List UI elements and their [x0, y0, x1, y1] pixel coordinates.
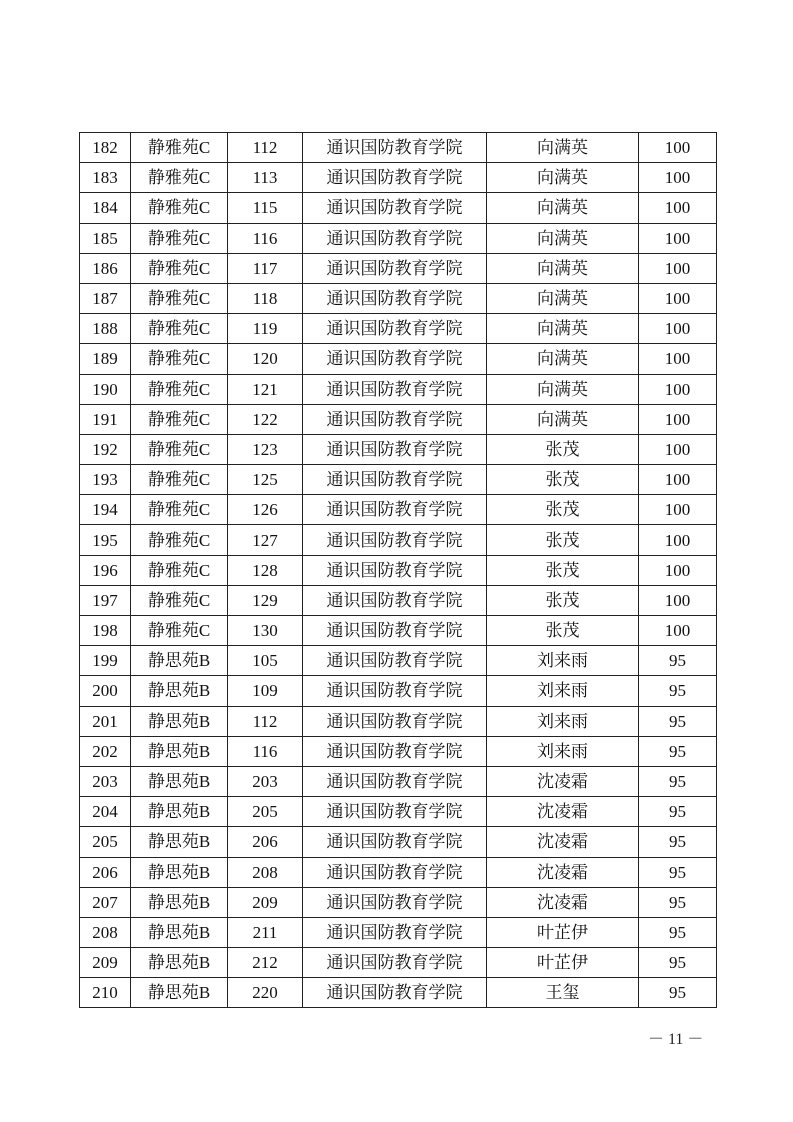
cell-building: 静雅苑C: [131, 434, 228, 464]
cell-name: 叶芷伊: [487, 917, 639, 947]
cell-name: 向满英: [487, 253, 639, 283]
cell-building: 静思苑B: [131, 766, 228, 796]
cell-score: 95: [639, 827, 717, 857]
cell-name: 向满英: [487, 344, 639, 374]
cell-college: 通识国防教育学院: [303, 555, 487, 585]
cell-no: 196: [80, 555, 131, 585]
cell-name: 沈凌霜: [487, 887, 639, 917]
cell-room: 211: [228, 917, 303, 947]
cell-building: 静雅苑C: [131, 616, 228, 646]
table-row: [80, 253, 717, 283]
cell-no: 198: [80, 616, 131, 646]
cell-name: 向满英: [487, 133, 639, 163]
cell-no: 206: [80, 857, 131, 887]
cell-no: 205: [80, 827, 131, 857]
cell-college: 通识国防教育学院: [303, 133, 487, 163]
cell-score: 100: [639, 465, 717, 495]
cell-name: 向满英: [487, 163, 639, 193]
table-row: [80, 495, 717, 525]
dorm-inspection-table: [79, 132, 717, 1008]
cell-score: 100: [639, 253, 717, 283]
cell-college: 通识国防教育学院: [303, 344, 487, 374]
cell-name: 刘来雨: [487, 706, 639, 736]
cell-score: 100: [639, 344, 717, 374]
cell-college: 通识国防教育学院: [303, 616, 487, 646]
cell-name: 张茂: [487, 434, 639, 464]
cell-room: 109: [228, 676, 303, 706]
cell-name: 张茂: [487, 525, 639, 555]
cell-score: 95: [639, 766, 717, 796]
cell-name: 张茂: [487, 616, 639, 646]
cell-college: 通识国防教育学院: [303, 736, 487, 766]
cell-no: 203: [80, 766, 131, 796]
cell-name: 向满英: [487, 283, 639, 313]
cell-no: 185: [80, 223, 131, 253]
cell-room: 129: [228, 585, 303, 615]
cell-name: 向满英: [487, 374, 639, 404]
table-row: [80, 434, 717, 464]
cell-room: 119: [228, 314, 303, 344]
cell-building: 静雅苑C: [131, 253, 228, 283]
cell-college: 通识国防教育学院: [303, 766, 487, 796]
cell-name: 张茂: [487, 555, 639, 585]
table-row: [80, 133, 717, 163]
cell-score: 95: [639, 857, 717, 887]
cell-college: 通识国防教育学院: [303, 404, 487, 434]
table-row: [80, 948, 717, 978]
table-row: [80, 555, 717, 585]
cell-college: 通识国防教育学院: [303, 253, 487, 283]
cell-score: 100: [639, 314, 717, 344]
cell-room: 113: [228, 163, 303, 193]
cell-room: 125: [228, 465, 303, 495]
cell-name: 刘来雨: [487, 646, 639, 676]
table-row: [80, 283, 717, 313]
cell-room: 205: [228, 797, 303, 827]
cell-name: 叶芷伊: [487, 948, 639, 978]
cell-name: 沈凌霜: [487, 766, 639, 796]
cell-building: 静思苑B: [131, 948, 228, 978]
cell-building: 静思苑B: [131, 797, 228, 827]
cell-no: 204: [80, 797, 131, 827]
cell-name: 向满英: [487, 314, 639, 344]
cell-college: 通识国防教育学院: [303, 646, 487, 676]
table-row: [80, 706, 717, 736]
cell-room: 116: [228, 223, 303, 253]
cell-score: 95: [639, 646, 717, 676]
cell-room: 209: [228, 887, 303, 917]
cell-room: 105: [228, 646, 303, 676]
cell-college: 通识国防教育学院: [303, 857, 487, 887]
table-row: [80, 404, 717, 434]
cell-building: 静雅苑C: [131, 344, 228, 374]
cell-building: 静思苑B: [131, 736, 228, 766]
cell-room: 120: [228, 344, 303, 374]
cell-no: 188: [80, 314, 131, 344]
cell-college: 通识国防教育学院: [303, 676, 487, 706]
cell-building: 静雅苑C: [131, 404, 228, 434]
cell-room: 112: [228, 706, 303, 736]
cell-name: 刘来雨: [487, 676, 639, 706]
table-row: [80, 646, 717, 676]
table-row: [80, 736, 717, 766]
cell-score: 95: [639, 917, 717, 947]
cell-room: 203: [228, 766, 303, 796]
table-row: [80, 193, 717, 223]
table-row: [80, 887, 717, 917]
table-row: [80, 374, 717, 404]
cell-score: 95: [639, 797, 717, 827]
table-row: [80, 766, 717, 796]
cell-name: 沈凌霜: [487, 827, 639, 857]
table-body: [80, 133, 717, 1008]
cell-college: 通识国防教育学院: [303, 465, 487, 495]
cell-room: 206: [228, 827, 303, 857]
cell-building: 静思苑B: [131, 827, 228, 857]
cell-building: 静思苑B: [131, 646, 228, 676]
cell-room: 220: [228, 978, 303, 1008]
cell-building: 静雅苑C: [131, 525, 228, 555]
cell-no: 182: [80, 133, 131, 163]
cell-no: 189: [80, 344, 131, 374]
cell-college: 通识国防教育学院: [303, 978, 487, 1008]
cell-name: 向满英: [487, 193, 639, 223]
cell-college: 通识国防教育学院: [303, 525, 487, 555]
cell-score: 95: [639, 887, 717, 917]
cell-college: 通识国防教育学院: [303, 887, 487, 917]
cell-building: 静雅苑C: [131, 495, 228, 525]
cell-score: 100: [639, 193, 717, 223]
cell-name: 张茂: [487, 585, 639, 615]
cell-name: 张茂: [487, 495, 639, 525]
cell-no: 184: [80, 193, 131, 223]
cell-building: 静雅苑C: [131, 133, 228, 163]
cell-name: 向满英: [487, 404, 639, 434]
table-row: [80, 525, 717, 555]
table-row: [80, 616, 717, 646]
cell-no: 199: [80, 646, 131, 676]
cell-building: 静雅苑C: [131, 314, 228, 344]
cell-college: 通识国防教育学院: [303, 314, 487, 344]
cell-college: 通识国防教育学院: [303, 223, 487, 253]
cell-building: 静雅苑C: [131, 193, 228, 223]
cell-score: 100: [639, 133, 717, 163]
table-row: [80, 827, 717, 857]
cell-building: 静思苑B: [131, 887, 228, 917]
cell-room: 112: [228, 133, 303, 163]
cell-name: 向满英: [487, 223, 639, 253]
cell-college: 通识国防教育学院: [303, 797, 487, 827]
table-row: [80, 978, 717, 1008]
cell-no: 209: [80, 948, 131, 978]
cell-college: 通识国防教育学院: [303, 434, 487, 464]
cell-building: 静雅苑C: [131, 283, 228, 313]
cell-building: 静思苑B: [131, 978, 228, 1008]
cell-score: 95: [639, 978, 717, 1008]
cell-no: 195: [80, 525, 131, 555]
cell-no: 208: [80, 917, 131, 947]
cell-college: 通识国防教育学院: [303, 585, 487, 615]
cell-building: 静思苑B: [131, 857, 228, 887]
cell-name: 沈凌霜: [487, 797, 639, 827]
cell-college: 通识国防教育学院: [303, 827, 487, 857]
cell-score: 100: [639, 525, 717, 555]
cell-building: 静雅苑C: [131, 465, 228, 495]
cell-building: 静雅苑C: [131, 223, 228, 253]
cell-no: 201: [80, 706, 131, 736]
cell-building: 静雅苑C: [131, 585, 228, 615]
cell-name: 沈凌霜: [487, 857, 639, 887]
table-row: [80, 163, 717, 193]
cell-room: 130: [228, 616, 303, 646]
cell-room: 117: [228, 253, 303, 283]
cell-college: 通识国防教育学院: [303, 495, 487, 525]
cell-college: 通识国防教育学院: [303, 706, 487, 736]
cell-score: 100: [639, 616, 717, 646]
cell-building: 静雅苑C: [131, 374, 228, 404]
cell-college: 通识国防教育学院: [303, 193, 487, 223]
cell-room: 212: [228, 948, 303, 978]
cell-building: 静思苑B: [131, 706, 228, 736]
cell-score: 100: [639, 374, 717, 404]
cell-score: 95: [639, 948, 717, 978]
cell-no: 183: [80, 163, 131, 193]
cell-room: 118: [228, 283, 303, 313]
cell-score: 100: [639, 404, 717, 434]
cell-room: 128: [228, 555, 303, 585]
cell-no: 186: [80, 253, 131, 283]
cell-no: 194: [80, 495, 131, 525]
cell-no: 193: [80, 465, 131, 495]
cell-building: 静思苑B: [131, 676, 228, 706]
cell-no: 210: [80, 978, 131, 1008]
cell-room: 123: [228, 434, 303, 464]
cell-college: 通识国防教育学院: [303, 163, 487, 193]
cell-score: 95: [639, 706, 717, 736]
page-number: － 11 －: [648, 1031, 704, 1048]
table-row: [80, 676, 717, 706]
cell-room: 127: [228, 525, 303, 555]
cell-college: 通识国防教育学院: [303, 948, 487, 978]
cell-no: 202: [80, 736, 131, 766]
cell-no: 200: [80, 676, 131, 706]
cell-building: 静雅苑C: [131, 555, 228, 585]
cell-score: 100: [639, 223, 717, 253]
cell-name: 张茂: [487, 465, 639, 495]
table-row: [80, 314, 717, 344]
cell-score: 95: [639, 676, 717, 706]
cell-building: 静思苑B: [131, 917, 228, 947]
cell-no: 197: [80, 585, 131, 615]
cell-no: 207: [80, 887, 131, 917]
cell-score: 100: [639, 283, 717, 313]
cell-college: 通识国防教育学院: [303, 374, 487, 404]
cell-room: 122: [228, 404, 303, 434]
cell-college: 通识国防教育学院: [303, 917, 487, 947]
cell-room: 208: [228, 857, 303, 887]
cell-score: 100: [639, 585, 717, 615]
table-row: [80, 797, 717, 827]
cell-room: 126: [228, 495, 303, 525]
table-row: [80, 465, 717, 495]
cell-score: 100: [639, 163, 717, 193]
cell-name: 王玺: [487, 978, 639, 1008]
table-row: [80, 917, 717, 947]
cell-building: 静雅苑C: [131, 163, 228, 193]
cell-room: 121: [228, 374, 303, 404]
cell-name: 刘来雨: [487, 736, 639, 766]
cell-score: 100: [639, 434, 717, 464]
cell-no: 192: [80, 434, 131, 464]
table-row: [80, 857, 717, 887]
cell-room: 115: [228, 193, 303, 223]
table-row: [80, 223, 717, 253]
cell-score: 100: [639, 555, 717, 585]
cell-no: 187: [80, 283, 131, 313]
table-row: [80, 585, 717, 615]
cell-no: 190: [80, 374, 131, 404]
cell-score: 100: [639, 495, 717, 525]
cell-no: 191: [80, 404, 131, 434]
cell-room: 116: [228, 736, 303, 766]
table-row: [80, 344, 717, 374]
cell-score: 95: [639, 736, 717, 766]
cell-college: 通识国防教育学院: [303, 283, 487, 313]
